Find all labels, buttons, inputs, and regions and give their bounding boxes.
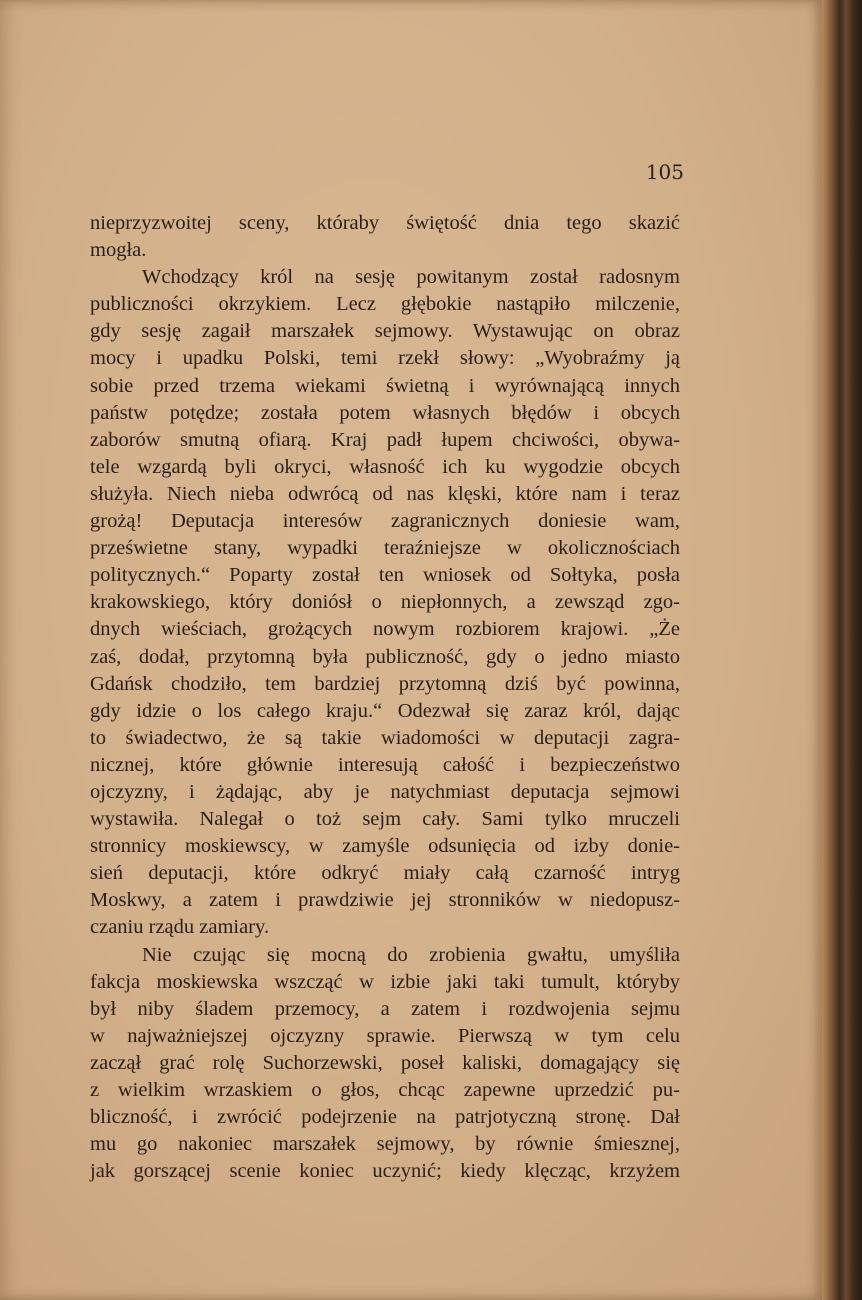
text-line: krakowskiego, który doniósł o niepłonnych, a zewsząd zgo-	[90, 591, 680, 614]
text-line: Nie czując się mocną do zrobienia gwałtu, umyśliła	[142, 943, 680, 966]
text-line: jak gorszącej scenie koniec uczynić; kiedy klęcząc, krzyżem	[90, 1160, 680, 1183]
text-line: sobie przed trzema wiekami świetną i wyrównającą innych	[90, 374, 680, 397]
text-line: dnych wieściach, grożących nowym rozbiorem krajowi. „Że	[90, 618, 680, 641]
text-line: gdy sesję zagaił marszałek sejmowy. Wystawując on obraz	[90, 320, 680, 343]
text-line: mogła.	[90, 239, 147, 262]
text-line: mocy i upadku Polski, temi rzekł słowy: „Wyobraźmy ją	[90, 347, 680, 370]
text-line: to świadectwo, że są takie wiadomości w deputacji zagra-	[90, 726, 680, 749]
text-line: publiczności okrzykiem. Lecz głębokie nastąpiło milczenie,	[90, 293, 680, 316]
text-line: był niby śladem przemocy, a zatem i rozdwojenia sejmu	[90, 997, 680, 1020]
text-line: Moskwy, a zatem i prawdziwie jej stronników w niedopusz-	[90, 889, 680, 912]
text-line: prześwietne stany, wypadki teraźniejsze w okolicznościach	[90, 537, 680, 560]
text-line: w najważniejszej ojczyzny sprawie. Pierwszą w tym celu	[90, 1024, 680, 1047]
text-line: ojczyzny, i żądając, aby je natychmiast deputacja sejmowi	[90, 780, 680, 803]
text-line: grożą! Deputacja interesów zagranicznych doniesie wam,	[90, 510, 680, 533]
body-text	[90, 210, 680, 1185]
text-line: nicznej, które głównie interesują całość i bezpieczeństwo	[90, 753, 680, 776]
text-line: zaborów smutną ofiarą. Kraj padł łupem chciwości, obywa-	[90, 428, 680, 451]
text-line: Gdańsk chodziło, tem bardziej przytomną dziś być powinna,	[90, 672, 680, 695]
text-line: gdy idzie o los całego kraju.“ Odezwał się zaraz król, dając	[90, 699, 680, 722]
text-line: zaczął grać rolę Suchorzewski, poseł kaliski, domagający się	[90, 1051, 680, 1074]
text-line: bliczność, i zwrócić podejrzenie na patrjotyczną stronę. Dał	[90, 1106, 680, 1129]
text-line: tele wzgardą byli okryci, własność ich ku wygodzie obcych	[90, 455, 680, 478]
page-number: 105	[645, 160, 684, 184]
text-line: politycznych.“ Poparty został ten wniosek od Sołtyka, posła	[90, 564, 680, 587]
text-line: stronnicy moskiewscy, w zamyśle odsunięcia od izby donie-	[90, 835, 680, 858]
text-line: nieprzyzwoitej sceny, któraby świętość dnia tego skazić	[90, 212, 680, 234]
text-line: służyła. Niech nieba odwrócą od nas klęski, które nam i teraz	[90, 482, 680, 505]
text-line: czaniu rządu zamiary.	[90, 916, 270, 939]
text-line: mu go nakoniec marszałek sejmowy, by równie śmiesznej,	[90, 1133, 680, 1156]
text-line: sień deputacji, które odkryć miały całą czarność intryg	[90, 862, 680, 885]
text-line: fakcja moskiewska wszcząć w izbie jaki taki tumult, któryby	[90, 970, 680, 993]
text-line: wystawiła. Nalegał o toż sejm cały. Sami tylko mruczeli	[90, 808, 680, 831]
book-spine-edge	[822, 0, 862, 1300]
text-line: państw potędze; została potem własnych błędów i obcych	[90, 401, 680, 424]
text-line: Wchodzący król na sesję powitanym został radosnym	[142, 266, 680, 289]
text-line: zaś, dodał, przytomną była publiczność, gdy o jedno miasto	[90, 645, 680, 668]
text-line: z wielkim wrzaskiem o głos, chcąc zapewne uprzedzić pu-	[90, 1079, 680, 1101]
